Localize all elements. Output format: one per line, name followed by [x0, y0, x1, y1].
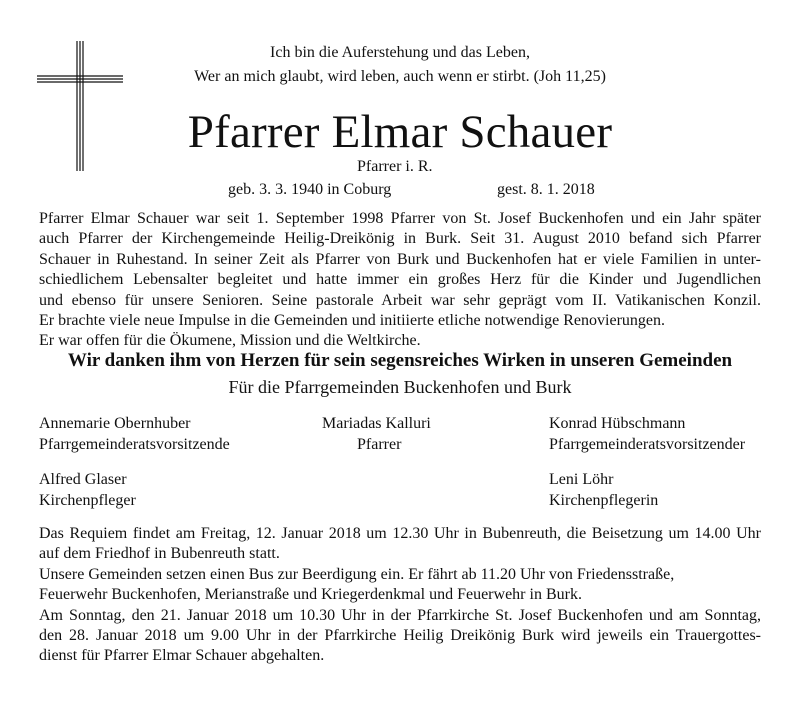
deceased-name: Pfarrer Elmar Schauer	[187, 106, 613, 158]
signatory-title: Kirchenpflegerin	[549, 492, 659, 509]
signatory-name: Annemarie Obernhuber	[39, 415, 191, 432]
signatory-title: Pfarrgemeinderatsvorsitzende	[39, 436, 230, 453]
signatory-title: Kirchenpfleger	[39, 492, 136, 509]
text-line: Das Requiem findet am Freitag, 12. Januar 2018 um 12.30 Uhr in Bubenreuth, die Beisetzung um 14.00 Uhr	[39, 525, 761, 542]
signatory-name: Mariadas Kalluri	[322, 415, 431, 432]
funeral-info	[39, 524, 761, 667]
text-line: schiedlichem Lebensalter begleitet und hatte immer ein großes Herz für die Kinder und Jugendlichen	[39, 271, 761, 289]
signatory-title: Pfarrgemeinderatsvorsitzender	[549, 436, 746, 453]
signatory-name: Alfred Glaser	[39, 471, 127, 488]
text-line: den 28. Januar 2018 um 9.00 Uhr in der Pfarrkirche Heilig Dreikönig Burk wird jeweils ein Trauergottes-	[39, 627, 761, 645]
text-line: und ebenso für unsere Senioren. Seine pastorale Arbeit war sehr geprägt vom II. Vatikanischen Konzil.	[39, 291, 761, 309]
text-line: dienst für Pfarrer Elmar Schauer abgehalten.	[39, 647, 325, 665]
text-line: Am Sonntag, den 21. Januar 2018 um 10.30 Uhr in der Pfarrkirche St. Josef Buckenhofen und am Sonntag,	[39, 606, 761, 624]
signatory-title: Pfarrer	[357, 436, 402, 453]
signatory-name: Leni Löhr	[549, 471, 614, 488]
signatory-name: Konrad Hübschmann	[549, 415, 686, 432]
verse-line-2: Wer an mich glaubt, wird leben, auch wenn er stirbt. (Joh 11,25)	[194, 68, 606, 85]
deceased-role: Pfarrer i. R.	[357, 158, 433, 175]
text-line: Unsere Gemeinden setzen einen Bus zur Beerdigung ein. Er fährt ab 11.20 Uhr von Friedensstraße,	[39, 565, 675, 583]
text-line: Er brachte viele neue Impulse in die Gemeinden und initiierte etliche notwendige Renovierungen.	[39, 312, 666, 330]
cross-icon	[37, 41, 123, 171]
thanks-heading: Wir danken ihm von Herzen für sein segensreiches Wirken in unseren Gemeinden	[67, 350, 733, 371]
text-line: Er war offen für die Ökumene, Mission und die Weltkirche.	[39, 332, 421, 350]
text-line: Feuerwehr Buckenhofen, Merianstraße und Kriegerdenkmal und Feuerwehr in Burk.	[39, 586, 582, 604]
death-date: gest. 8. 1. 2018	[497, 181, 595, 198]
biography-text	[39, 209, 761, 352]
birth-date: geb. 3. 3. 1940 in Coburg	[228, 181, 392, 198]
verse-line-1: Ich bin die Auferstehung und das Leben,	[270, 44, 530, 61]
text-line: Pfarrer Elmar Schauer war seit 1. September 1998 Pfarrer von St. Josef Buckenhofen und ein Jahr später	[39, 210, 761, 227]
text-line: auf dem Friedhof in Bubenreuth statt.	[39, 545, 280, 563]
text-line: Schauer in Ruhestand. In seiner Zeit als Pfarrer von Burk und Buckenhofen hat er viele Familien in unter-	[39, 250, 761, 268]
text-line: auch Pfarrer der Kirchengemeinde Heilig-Dreikönig in Burk. Seit 31. August 2010 befand sich Pfarrer	[39, 230, 761, 248]
parishes-line: Für die Pfarrgemeinden Buckenhofen und Burk	[228, 377, 572, 397]
